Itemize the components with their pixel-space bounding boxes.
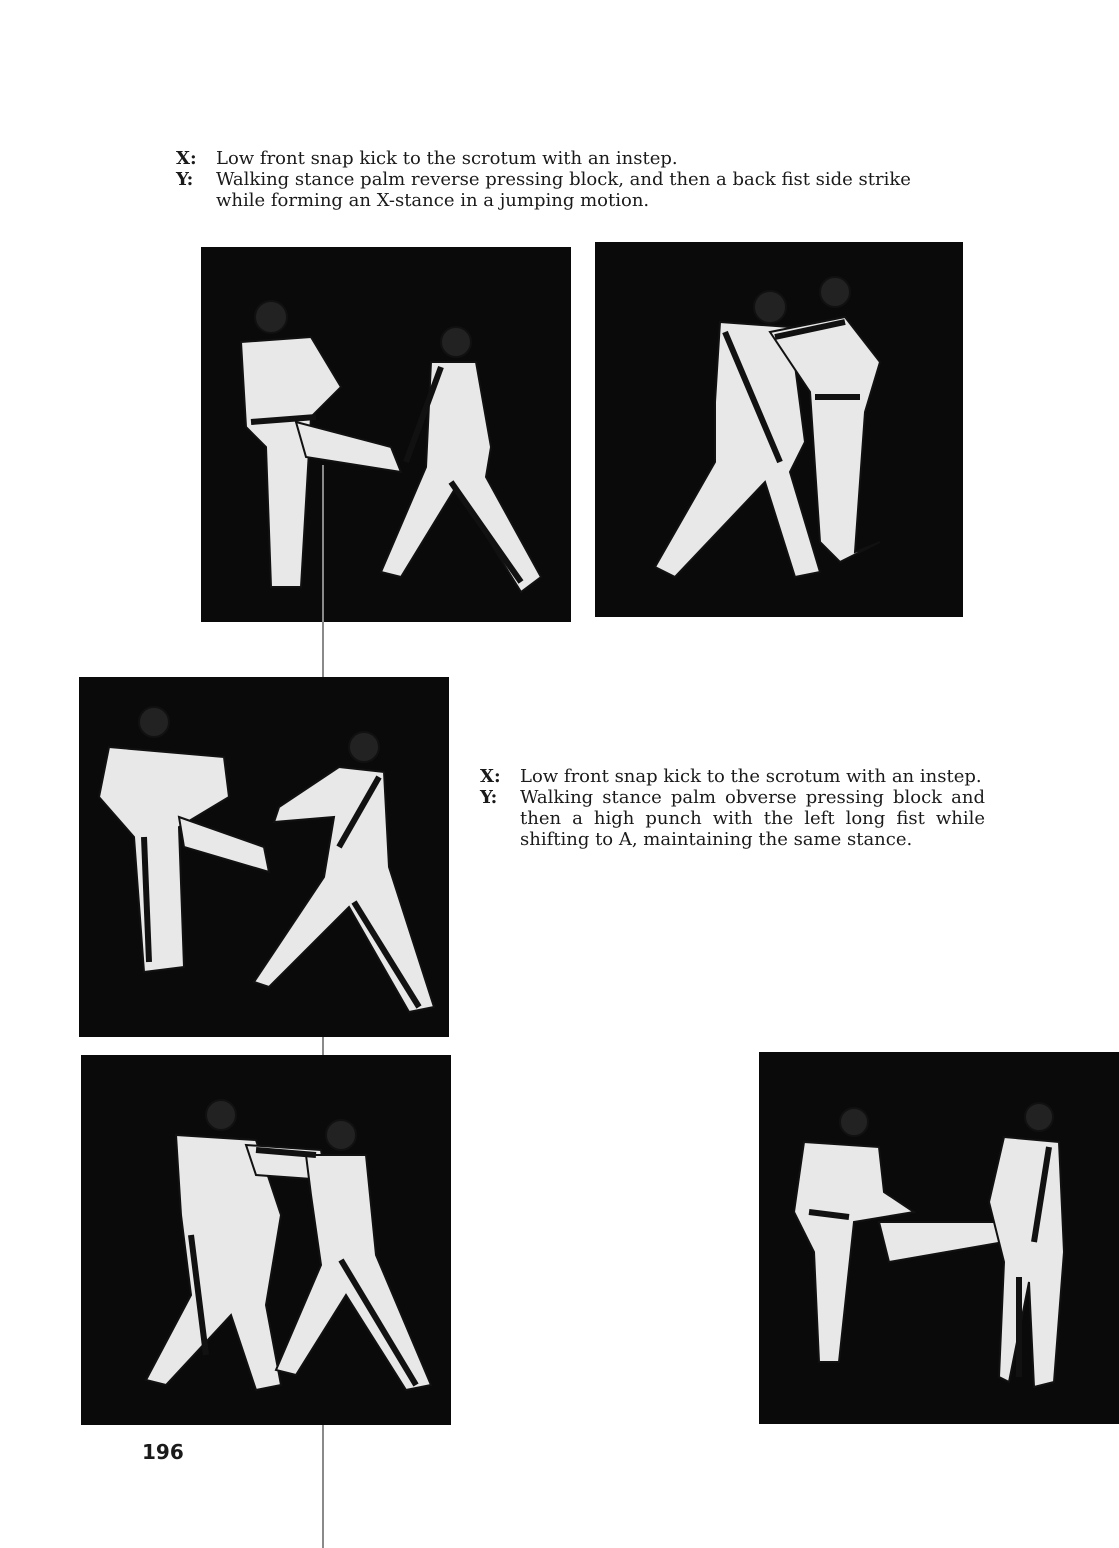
photo-kick-blocked [759, 1052, 1119, 1424]
caption-x-row [480, 766, 985, 787]
caption-y-label: Y: [176, 169, 194, 190]
photo-5-figures [759, 1052, 1119, 1424]
photo-4-figures [81, 1055, 451, 1425]
photo-back-fist-strike [595, 242, 963, 617]
caption-y-row [480, 787, 985, 850]
caption-y-text: Walking stance palm obverse pressing block and then a high punch with the left long fist while shifting to A, maintaining the same stance. [520, 787, 985, 850]
caption-x-text: Low front snap kick to the scrotum with an instep. [216, 148, 678, 169]
photo-1-figures [201, 247, 571, 622]
caption-x-label: X: [176, 148, 197, 169]
photo-kick-with-palm-block [79, 677, 449, 1037]
caption-y-text: Walking stance palm reverse pressing block, and then a back fist side strike while forming an X-stance in a jumping motion. [216, 169, 911, 211]
caption-y-label: Y: [480, 787, 498, 808]
caption-x-text: Low front snap kick to the scrotum with an instep. [520, 766, 982, 787]
photo-3-figures [79, 677, 449, 1037]
middle-caption [480, 766, 985, 850]
photo-front-snap-kick [201, 247, 571, 622]
photo-high-punch [81, 1055, 451, 1425]
photo-2-figures [595, 242, 963, 617]
top-caption [176, 148, 956, 211]
caption-y-row [176, 169, 956, 211]
caption-x-label: X: [480, 766, 501, 787]
caption-x-row [176, 148, 956, 169]
page-number: 196 [142, 1440, 184, 1464]
